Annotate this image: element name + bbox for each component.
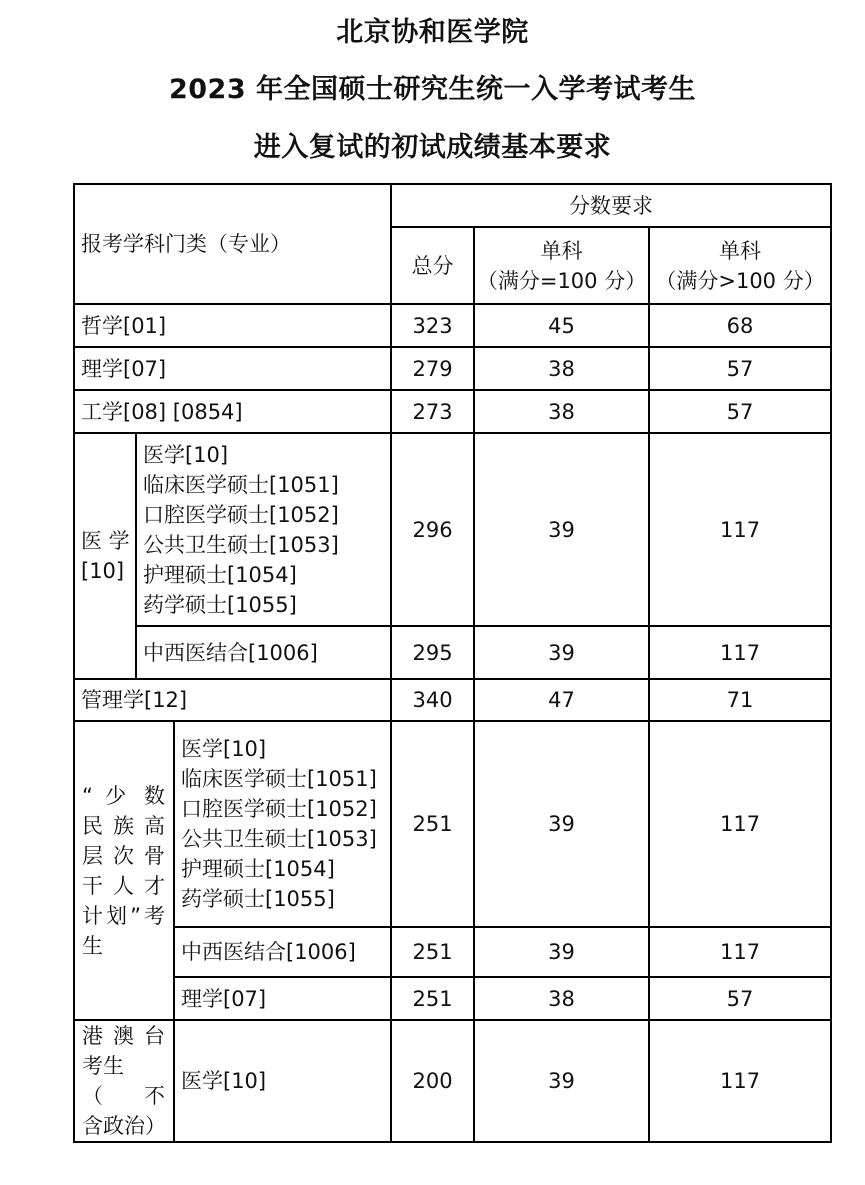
table-row (74, 721, 831, 927)
cell-total: 200 (391, 1020, 474, 1142)
sub-label: 医学[10] (174, 1020, 391, 1142)
table-row (74, 347, 831, 390)
row-label: 哲学[01] (74, 304, 391, 347)
table-row (74, 977, 831, 1020)
cell-total: 251 (391, 927, 474, 977)
table-row (74, 927, 831, 977)
cell-total: 251 (391, 721, 474, 927)
table-row (74, 679, 831, 721)
header-score-requirements: 分数要求 (391, 184, 831, 227)
sub-label-medicine-list: 医学[10] 临床医学硕士[1051] 口腔医学硕士[1052] 公共卫生硕士[1053] 护理硕士[1054] 药学硕士[1055] (136, 433, 391, 626)
cell-single-gt100: 71 (649, 679, 831, 721)
cell-single-100: 38 (474, 347, 649, 390)
cell-single-gt100: 117 (649, 433, 831, 626)
cell-single-gt100: 117 (649, 1020, 831, 1142)
cell-single-gt100: 57 (649, 347, 831, 390)
cell-single-gt100: 68 (649, 304, 831, 347)
cell-total: 340 (391, 679, 474, 721)
cell-single-100: 39 (474, 433, 649, 626)
header-category: 报考学科门类（专业） (74, 184, 391, 304)
document-subtitle-2: 进入复试的初试成绩基本要求 (253, 132, 612, 163)
sub-label: 中西医结合[1006] (136, 626, 391, 679)
cell-total: 273 (391, 390, 474, 433)
header-single-100: 单科 （满分=100 分） (474, 227, 649, 304)
table-row (74, 1020, 831, 1142)
cell-single-100: 39 (474, 721, 649, 927)
cell-total: 279 (391, 347, 474, 390)
cell-single-gt100: 117 (649, 927, 831, 977)
cell-single-gt100: 117 (649, 626, 831, 679)
cell-total: 323 (391, 304, 474, 347)
row-label: 工学[08] [0854] (74, 390, 391, 433)
row-label: 管理学[12] (74, 679, 391, 721)
cell-single-100: 39 (474, 626, 649, 679)
group-label-minority: “ 少 数 民 族 高 层 次 骨 干 人 才 计划”考 生 (74, 721, 174, 1020)
table-row (74, 626, 831, 679)
table-row (74, 304, 831, 347)
cell-total: 295 (391, 626, 474, 679)
document-subtitle: 2023 年全国硕士研究生统一入学考试考生 (168, 74, 697, 105)
cell-single-100: 45 (474, 304, 649, 347)
cell-total: 251 (391, 977, 474, 1020)
cell-single-100: 39 (474, 927, 649, 977)
header-single-gt100: 单科 （满分>100 分） (649, 227, 831, 304)
sub-label: 理学[07] (174, 977, 391, 1020)
cell-single-100: 47 (474, 679, 649, 721)
cell-single-gt100: 57 (649, 390, 831, 433)
sub-label-minority-list: 医学[10] 临床医学硕士[1051] 口腔医学硕士[1052] 公共卫生硕士[1053] 护理硕士[1054] 药学硕士[1055] (174, 721, 391, 927)
cell-single-100: 38 (474, 977, 649, 1020)
table-row (74, 390, 831, 433)
sub-label: 中西医结合[1006] (174, 927, 391, 977)
document-title: 北京协和医学院 (336, 17, 529, 48)
header-total-score: 总分 (391, 227, 474, 304)
table-row (74, 433, 831, 626)
cell-single-100: 38 (474, 390, 649, 433)
cell-total: 296 (391, 433, 474, 626)
group-label-medicine: 医 学 [10] (74, 433, 136, 679)
cell-single-gt100: 117 (649, 721, 831, 927)
row-label: 理学[07] (74, 347, 391, 390)
cell-single-gt100: 57 (649, 977, 831, 1020)
score-requirements-table (73, 183, 832, 1143)
group-label-hmt: 港 澳 台 考生（不 含政治） (74, 1020, 174, 1142)
cell-single-100: 39 (474, 1020, 649, 1142)
